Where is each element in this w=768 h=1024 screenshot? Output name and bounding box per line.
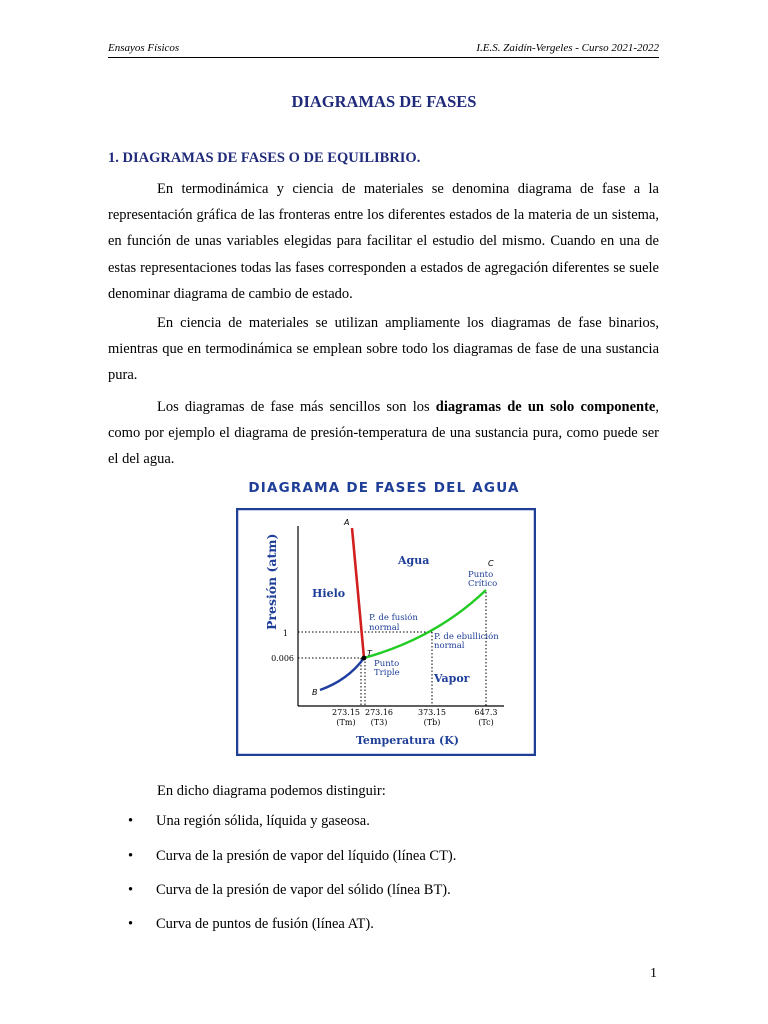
paragraph-3-text-c: , como por ejemplo el diagrama de presión-temperatura de una sustancia pura, como puede ser el del agua. <box>108 399 659 468</box>
page-number: 1 <box>650 966 657 981</box>
ann-critico-1: Punto <box>468 570 494 580</box>
x-tick-tb-sub: (Tb) <box>423 718 441 727</box>
point-b: B <box>312 688 318 697</box>
paragraph-3-bold: diagramas de un solo componente <box>435 399 656 415</box>
y-tick-0006: 0.006 <box>271 654 294 663</box>
x-tick-tc-sub: (Tc) <box>478 718 494 727</box>
point-a: A <box>344 518 350 527</box>
bullet-text-3: Curva de la presión de vapor del sólido (línea BT). <box>156 882 451 898</box>
paragraph-1 <box>108 176 659 307</box>
x-tick-t3: 273.16 <box>365 708 393 717</box>
header-left: Ensayos Físicos <box>108 42 180 54</box>
ann-fusion-2: normal <box>369 623 400 633</box>
region-agua: Agua <box>398 554 430 567</box>
ann-triple-1: Punto <box>374 659 400 669</box>
page-title: DIAGRAMAS DE FASES <box>291 92 477 111</box>
section-heading: 1. DIAGRAMAS DE FASES O DE EQUILIBRIO. <box>108 150 421 166</box>
paragraph-2 <box>108 310 659 389</box>
y-tick-1: 1 <box>282 629 288 638</box>
ann-triple-2: Triple <box>374 668 400 678</box>
ann-fusion-1: P. de fusión <box>369 613 418 623</box>
paragraph-4: En dicho diagrama podemos distinguir: <box>157 783 386 799</box>
bullet-text-1: Una región sólida, líquida y gaseosa. <box>156 813 370 829</box>
x-axis-label: Temperatura (K) <box>356 734 459 747</box>
region-vapor: Vapor <box>434 672 470 685</box>
x-tick-tb: 373.15 <box>418 708 446 717</box>
bullet-dot-icon: • <box>128 882 134 898</box>
phase-diagram <box>236 508 536 756</box>
paragraph-2-text: En ciencia de materiales se utilizan ampliamente los diagramas de fase binarios, mientras que en termodinámica se emplean sobre todo los diagramas de fase de una sustancia pura. <box>108 315 659 384</box>
x-tick-tc: 647.3 <box>474 708 498 717</box>
ann-critico-2: Crítico <box>468 579 498 589</box>
x-tick-t3-sub: (T3) <box>370 718 388 727</box>
bullet-dot-icon: • <box>128 916 134 932</box>
paragraph-3-text-a: Los diagramas de fase más sencillos son los <box>157 399 436 415</box>
diagram-title: DIAGRAMA DE FASES DEL AGUA <box>248 480 520 496</box>
bullet-text-2: Curva de la presión de vapor del líquido (línea CT). <box>156 848 457 864</box>
paragraph-3 <box>108 394 659 473</box>
region-hielo: Hielo <box>312 587 346 600</box>
point-t: T <box>367 649 372 658</box>
ann-ebull-1: P. de ebullición <box>434 632 499 642</box>
point-c: C <box>488 559 494 568</box>
bullet-text-4: Curva de puntos de fusión (línea AT). <box>156 916 374 932</box>
ann-ebull-2: normal <box>434 641 465 651</box>
x-tick-tm-sub: (Tm) <box>336 718 356 727</box>
triple-point-marker <box>362 656 367 661</box>
y-axis-label: Presión (atm) <box>264 533 279 630</box>
header-rule <box>108 57 659 58</box>
bullet-dot-icon: • <box>128 813 134 829</box>
bullet-dot-icon: • <box>128 848 134 864</box>
header-right: I.E.S. Zaidín-Vergeles - Curso 2021-2022 <box>476 42 659 54</box>
paragraph-1-text: En termodinámica y ciencia de materiales se denomina diagrama de fase a la representación gráfica de las fronteras entre los diferentes estados de la materia de un sistema, en función de unas variables elegidas para facilitar el estudio del mismo. Cuando en una de estas representaciones todas las fases corresponden a estados de agregación diferentes se suele denominar diagrama de cambio de estado. <box>108 181 659 302</box>
x-tick-tm: 273.15 <box>332 708 360 717</box>
